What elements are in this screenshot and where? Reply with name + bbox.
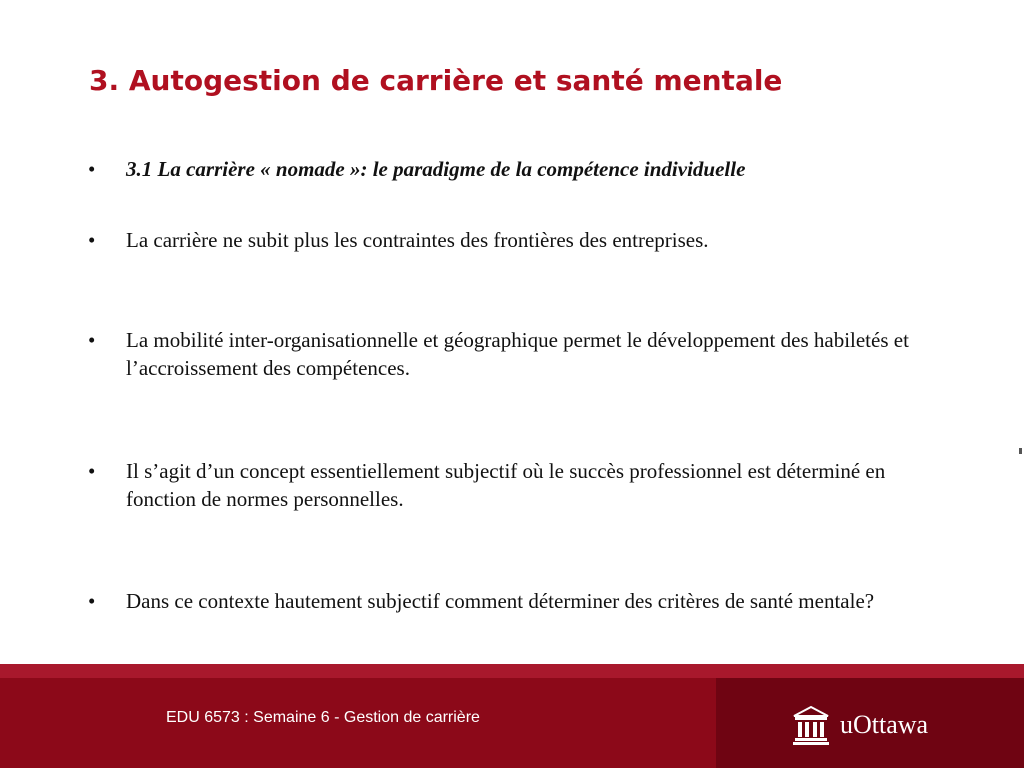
slide-title: 3. Autogestion de carrière et santé mentale — [89, 64, 783, 97]
edge-mark — [1019, 448, 1022, 454]
bullet-marker: • — [88, 157, 96, 181]
bullet-text: La carrière ne subit plus les contraintes des frontières des entreprises. — [126, 228, 709, 252]
bullet-text: 3.1 La carrière « nomade »: le paradigme de la compétence individuelle — [126, 157, 746, 181]
bullet-marker: • — [88, 589, 96, 613]
bullet-item — [88, 326, 938, 382]
bullet-item — [88, 226, 938, 254]
bullet-item — [88, 457, 938, 513]
footer-top-stripe — [0, 664, 1024, 678]
logo-wordmark: uOttawa — [840, 710, 929, 739]
bullet-marker: • — [88, 328, 96, 352]
university-logo — [792, 703, 928, 747]
bullet-subheading — [88, 155, 938, 183]
footer-caption: EDU 6573 : Semaine 6 - Gestion de carrière — [166, 709, 480, 726]
bullet-text: La mobilité inter-organisationnelle et géographique permet le développement des habiletés et l’accroissement des compétences. — [126, 328, 909, 380]
bullet-text: Dans ce contexte hautement subjectif comment déterminer des critères de santé mentale? — [126, 589, 875, 613]
bullet-text: Il s’agit d’un concept essentiellement subjectif où le succès professionnel est déterminé en fonction de normes personnelles. — [126, 459, 886, 511]
bullet-marker: • — [88, 459, 96, 483]
bullet-item — [88, 587, 938, 615]
university-building-icon — [792, 705, 830, 745]
bullet-marker: • — [88, 228, 96, 252]
